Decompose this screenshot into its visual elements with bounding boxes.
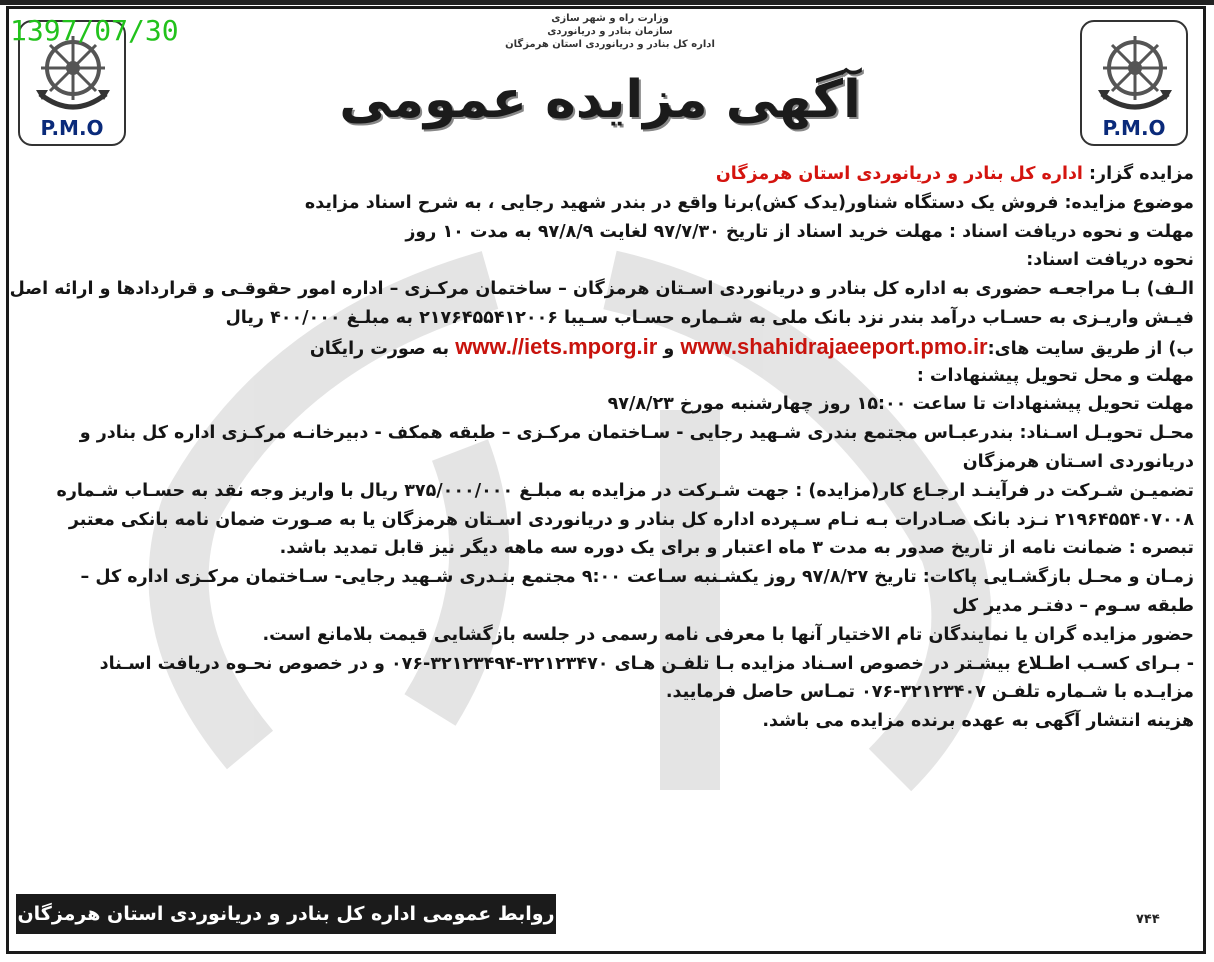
anchor-wheel-icon xyxy=(1090,28,1180,118)
website-link-2[interactable]: www.//iets.mporg.ir xyxy=(455,333,658,359)
subject-line xyxy=(18,189,1194,218)
doc-method-a: الـف) بـا مراجعـه حضوری به اداره کل بنادر و دریانوردی اسـتان هرمزگان – ساختمان مرکـزی – اداره امور حقوقـی و قراردادها و ارائه اصل xyxy=(9,279,1194,300)
subject-rest: واقع در بندر شهید رجایی ، به شرح اسناد مزایده xyxy=(304,192,724,213)
websites-and: و xyxy=(657,338,681,359)
websites-label: ب) از طریق سایت های: xyxy=(987,338,1194,359)
attendance-note: حضور مزایده گران یا نمایندگان تام الاختیار آنها با معرفی نامه رسمی در جلسه بازگشایی قیمت بلامانع است. xyxy=(262,624,1194,645)
guarantee-note: تبصره : ضمانت نامه از تاریخ صدور به مدت ۳ ماه اعتبار و برای یک دوره سه ماهه دیگر نیز قابل تمدید باشد. xyxy=(279,538,1194,559)
website-link-1[interactable]: www.shahidrajaeeport.pmo.ir xyxy=(680,333,988,359)
ministry-header xyxy=(470,12,750,51)
doc-method-heading: نحوه دریافت اسناد: xyxy=(1026,250,1194,271)
notice-headline: آگهی مزایده عمومی xyxy=(339,70,861,130)
delivery-location: محـل تحویـل اسـناد: بندرعبـاس مجتمع بندری شـهید رجایی - سـاختمان مرکـزی – طبقه همکف - دبیرخانـه مرکـزی اداره کل بنادر و xyxy=(79,423,1194,444)
ministry-line: اداره کل بنادر و دریانوردی استان هرمزگان xyxy=(505,39,715,50)
logo-label: P.M.O xyxy=(1102,116,1166,140)
contact-line-cont: مزایـده با شـماره تلفـن ۳۲۱۲۳۴۰۷-۰۷۶ تمـاس حاصل فرمایید. xyxy=(665,682,1194,703)
doc-method-a-cont: فیـش واریـزی به حسـاب درآمد بندر نزد بانک ملی به شـماره حسـاب سـیبا ۲۱۷۶۴۵۵۴۱۲۰۰۶ به مبلـغ ۴۰۰/۰۰۰ ریال xyxy=(225,307,1194,328)
opening-line: زمـان و محـل بازگشـایی پاکات: تاریخ ۹۷/۸/۲۷ روز یکشـنبه سـاعت ۹:۰۰ مجتمع بنـدری شـهید رجایی- سـاختمان مرکـزی اداره کل – xyxy=(80,567,1194,588)
logo-label: P.M.O xyxy=(40,116,104,140)
guarantee-line-cont: ۲۱۹۶۴۵۵۴۰۷۰۰۸ نـزد بانک صـادرات بـه نـام سـپرده اداره کل بنادر و دریانوردی اسـتان هرمزگان یا به صـورت ضمان نامه بانکی معتبر xyxy=(68,509,1194,530)
publisher-box: روابط عمومی اداره کل بنادر و دریانوردی استان هرمزگان xyxy=(16,894,556,934)
ministry-line: سازمان بنادر و دریانوردی xyxy=(547,26,673,37)
subject-value: فروش یک دستگاه شناور(یدک کش)برنا xyxy=(723,192,1059,213)
auctioneer-label: مزایده گزار: xyxy=(1082,164,1194,184)
auctioneer-line xyxy=(18,160,1194,189)
ministry-line: وزارت راه و شهر سازی xyxy=(551,13,669,24)
websites-free: به صورت رایگان xyxy=(309,338,456,359)
guarantee-line: تضمیـن شـرکت در فرآینـد ارجـاع کار(مزایده) : جهت شـرکت در مزایده به مبلـغ ۳۷۵/۰۰۰/۰۰۰ ریال با واریز وجه نقد به حسـاب شـماره xyxy=(56,480,1194,501)
top-border xyxy=(0,0,1214,5)
opening-line-cont: طبقه سـوم – دفتـر مدیر کل xyxy=(952,595,1194,616)
proposal-deadline: مهلت تحویل پیشنهادات تا ساعت ۱۵:۰۰ روز چهارشنبه مورخ ۹۷/۸/۲۳ xyxy=(607,394,1194,415)
subject-label: موضوع مزایده: xyxy=(1058,192,1194,213)
doc-method-b xyxy=(18,333,1194,362)
notice-body xyxy=(9,160,1194,736)
date-stamp: 1397/07/30 xyxy=(10,14,179,47)
pmo-logo-right xyxy=(1080,20,1188,146)
contact-line: - بـرای کسـب اطـلاع بیشـتر در خصوص اسـناد مزایده بـا تلفـن هـای ۳۲۱۲۳۴۷۰-۳۲۱۲۳۴۹۴-۰۷۶ و در خصوص نحـوه دریافت اسـناد xyxy=(99,653,1194,674)
cost-note: هزینه انتشار آگهی به عهده برنده مزایده می باشد. xyxy=(762,711,1194,732)
auctioneer-name: اداره کل بنادر و دریانوردی استان هرمزگان xyxy=(715,164,1083,184)
doc-deadline-line: مهلت و نحوه دریافت اسناد : مهلت خرید اسناد از تاریخ ۹۷/۷/۳۰ لغایت ۹۷/۸/۹ به مدت ۱۰ روز xyxy=(405,221,1194,242)
proposal-heading: مهلت و محل تحویل پیشنهادات : xyxy=(916,365,1194,386)
ad-number: ۷۴۴ xyxy=(1136,912,1160,927)
delivery-location-cont: دریانوردی اسـتان هرمزگان xyxy=(962,451,1194,472)
